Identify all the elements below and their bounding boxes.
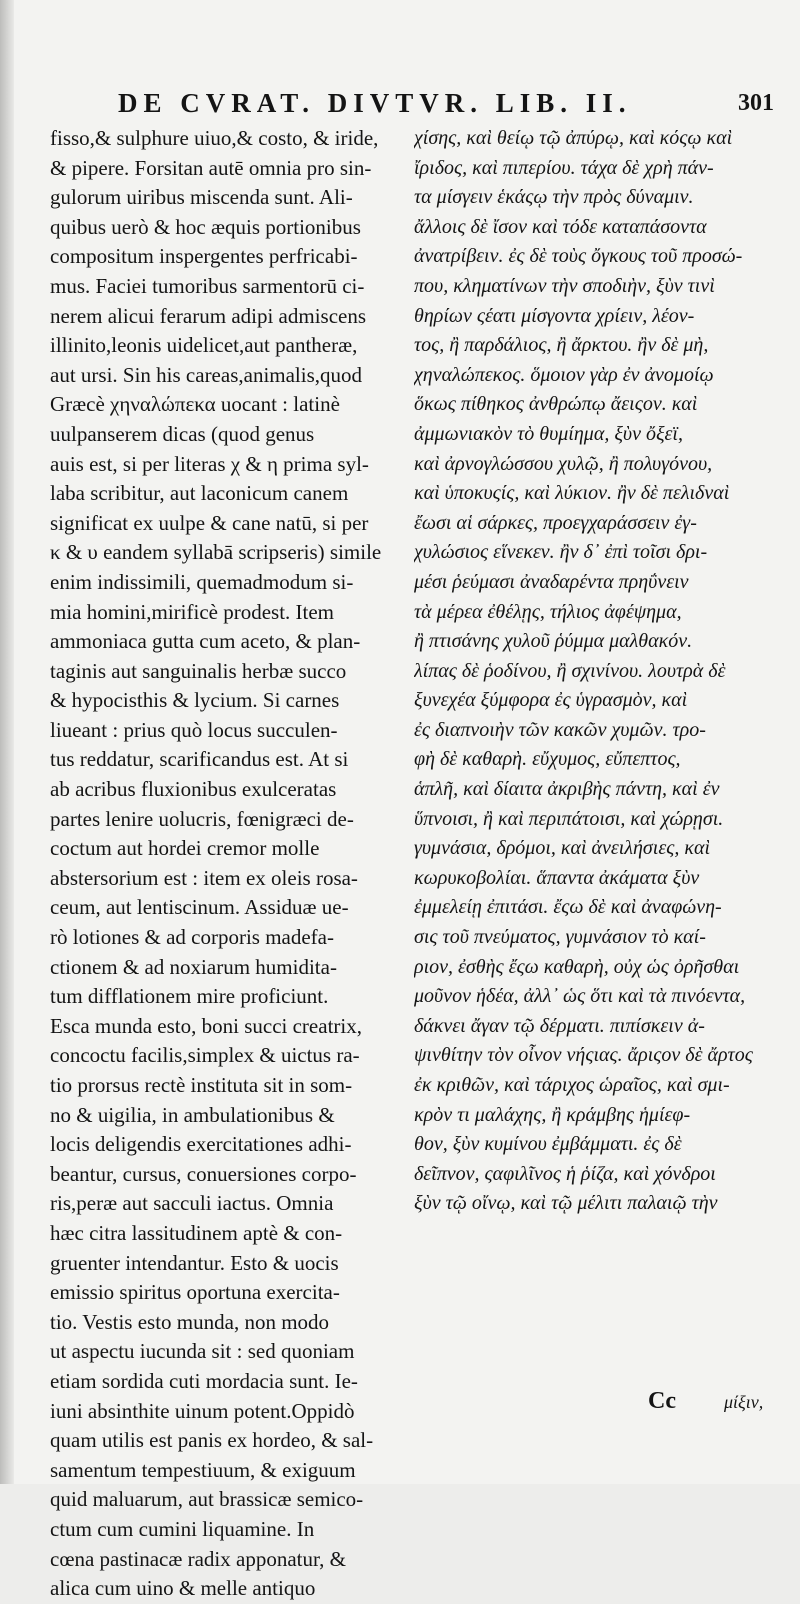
- latin-text-line: significat ex uulpe & cane natū, si per: [50, 510, 369, 535]
- greek-text-line: κρὸν τι μαλάχης, ἢ κράμβης ἡμίεφ-: [414, 1103, 691, 1126]
- running-head: DE CVRAT. DIVTVR. LIB. II.: [118, 88, 632, 118]
- latin-text-line: emissio spiritus oportuna exercita-: [50, 1280, 340, 1305]
- latin-text-line: abstersorium est : item ex oleis rosa-: [50, 865, 358, 890]
- latin-text-line: nerem alicui ferarum adipi admiscens: [50, 303, 367, 328]
- latin-text-line: alica cum uino & melle antiquo: [50, 1576, 316, 1601]
- latin-text-line: uulpanserem dicas (quod genus: [50, 421, 315, 446]
- greek-text-line: ὕπνοισι, ἢ καὶ περιπάτοισι, καὶ χώρῃσι.: [414, 807, 724, 830]
- latin-text-line: ris,peræ aut sacculi iactus. Omnia: [50, 1191, 334, 1216]
- latin-text-line: taginis aut sanguinalis herbæ succo: [50, 658, 347, 683]
- latin-text-line: rò lotiones & ad corporis madefa-: [50, 925, 334, 950]
- latin-text-line: coctum aut hordei cremor molle: [50, 836, 320, 861]
- greek-text-line: ἁπλῆ, καὶ δίαιτα ἀκριβὴς πάντη, καὶ ἐν: [414, 778, 720, 801]
- greek-text-line: ἔωσι αἱ σάρκες, προεγχαράσσειν ἐγ-: [414, 511, 697, 534]
- latin-text-line: ut aspectu iucunda sit : sed quoniam: [50, 1339, 355, 1364]
- greek-text-line: ριον, ἐσθὴς ἔςω καθαρὴ, οὐχ ὡς ὀρῆσθαι: [414, 955, 740, 978]
- greek-text-line: θηρίων ςέατι μίσγοντα χρίειν, λέον-: [414, 304, 695, 327]
- greek-text-line: τος, ἢ παρδάλιος, ἢ ἄρκτου. ἢν δὲ μὴ,: [414, 334, 709, 357]
- latin-text-line: aut ursi. Sin his careas,animalis,quod: [50, 362, 363, 387]
- latin-text-line: ceum, aut lentiscinum. Assiduæ ue-: [50, 895, 349, 920]
- latin-text-line: ammoniaca gutta cum aceto, & plan-: [50, 629, 361, 654]
- latin-text-line: quibus uerò & hoc æquis portionibus: [50, 214, 361, 239]
- latin-text-line: ab acribus fluxionibus exulceratas: [50, 777, 337, 802]
- greek-text-line: χίσης, καὶ θείῳ τῷ ἀπύρῳ, καὶ κόςῳ καὶ: [414, 127, 733, 149]
- latin-text-line: quid maluarum, aut brassicæ semico-: [50, 1487, 364, 1512]
- greek-text-line: γυμνάσια, δρόμοι, καὶ ἀνειλήσιες, καὶ: [414, 837, 711, 860]
- latin-text-line: iuni absinthite uinum potent.Oppidò: [50, 1398, 355, 1423]
- greek-text-line: ἐς διαπνοιὴν τῶν κακῶν χυμῶν. τρο-: [414, 718, 706, 741]
- greek-text-line: που, κληματίνων τὴν σποδιὴν, ξὺν τινὶ: [414, 274, 715, 297]
- gutter-shadow: [0, 0, 14, 1484]
- greek-text-line: ἐμμελείῃ ἐπιτάσι. ἔςω δὲ καὶ ἀναφώνη-: [414, 896, 722, 919]
- latin-text-line: Græcè χηναλώπεκα uocant : latinè: [50, 392, 340, 417]
- latin-text-line: & hypocisthis & lycium. Si carnes: [50, 688, 340, 713]
- greek-text-line: ἀνατρίβειν. ἐς δὲ τοὺς ὄγκους τοῦ προσώ-: [414, 245, 743, 268]
- greek-text-line: τὰ μέρεα ἐθέλῃς, τήλιος ἀφέψημα,: [414, 600, 682, 623]
- catchword: μίξιν,: [724, 1392, 764, 1412]
- greek-text-line: λίπας δὲ ῥοδίνου, ἢ σχινίνου. λουτρὰ δὲ: [414, 659, 726, 682]
- latin-text-line: κ & υ eandem syllabā scripseris) simile: [50, 540, 382, 565]
- latin-text-line: fisso,& sulphure uiuo,& costo, & iride,: [50, 126, 379, 150]
- greek-text-line: ἢ πτισάνης χυλοῦ ῥύμμα μαλθακόν.: [414, 630, 693, 653]
- latin-column: [50, 124, 402, 1604]
- greek-text-line: καὶ ὑποκυςίς, καὶ λύκιον. ἢν δὲ πελιδναὶ: [414, 482, 730, 505]
- latin-text-line: no & uigilia, in ambulationibus &: [50, 1102, 335, 1127]
- latin-text-line: cœna pastinacæ radix apponatur, &: [50, 1546, 346, 1571]
- greek-column: [414, 124, 796, 1219]
- latin-text-line: tum difflationem mire proficiunt.: [50, 984, 329, 1009]
- greek-text-line: ἐκ κριθῶν, καὶ τάριχος ὡραῖος, καὶ σμι-: [414, 1074, 730, 1096]
- latin-text-line: locis deligendis exercitationes adhi-: [50, 1132, 352, 1157]
- latin-text-line: concoctu facilis,simplex & uictus ra-: [50, 1043, 360, 1068]
- latin-text-line: & pipere. Forsitan autē omnia pro sin-: [50, 155, 372, 180]
- greek-text-line: δάκνει ἄγαν τῷ δέρματι. πιπίσκειν ἀ-: [414, 1014, 705, 1037]
- latin-text-line: mus. Faciei tumoribus sarmentorū ci-: [50, 273, 365, 298]
- greek-text-line: καὶ ἀρνογλώσσου χυλῷ, ἢ πολυγόνου,: [414, 452, 713, 475]
- greek-text-line: ἀμμωνιακὸν τὸ θυμίημα, ξὺν ὄξεϊ,: [414, 422, 683, 445]
- greek-text-line: θον, ξὺν κυμίνου ἐμβάμματι. ἐς δὲ: [414, 1133, 682, 1156]
- greek-text-line: ἴριδος, καὶ πιπερίου. τάχα δὲ χρὴ πάν-: [414, 156, 714, 179]
- greek-text-line: χηναλώπεκος. ὅμοιον γὰρ ἐν ἀνομοίῳ: [414, 363, 714, 386]
- latin-text-line: partes lenire uolucris, fœnigræci de-: [50, 806, 354, 831]
- greek-text-line: δεῖπνον, ςαφιλῖνος ἡ ῥίζα, καὶ χόνδροι: [414, 1162, 716, 1185]
- latin-text-line: ctum cum cumini liquamine. In: [50, 1516, 315, 1541]
- greek-text-line: ἄλλοις δὲ ἴσον καὶ τόδε καταπάσοντα: [414, 215, 707, 238]
- greek-text-line: σις τοῦ πνεύματος, γυμνάσιον τὸ καί-: [414, 926, 706, 949]
- latin-text-line: laba scribitur, aut laconicum canem: [50, 481, 349, 506]
- latin-text-line: ctionem & ad noxiarum humidita-: [50, 954, 337, 979]
- latin-text-line: gruenter intendantur. Esto & uocis: [50, 1250, 339, 1275]
- latin-text-line: Esca munda esto, boni succi creatrix,: [50, 1013, 362, 1038]
- latin-text-line: tus reddatur, scarificandus est. At si: [50, 747, 349, 772]
- latin-text-line: quam utilis est panis ex hordeo, & sal-: [50, 1428, 374, 1453]
- signature-mark: Cc: [648, 1388, 676, 1414]
- greek-text-line: φὴ δὲ καθαρὴ. εὔχυμος, εὔπεπτος,: [414, 748, 681, 771]
- greek-text-line: κωρυκοβολίαι. ἅπαντα ἀκάματα ξὺν: [414, 866, 700, 889]
- latin-text-line: tio prorsus rectè instituta sit in som-: [50, 1073, 353, 1097]
- latin-text-line: illinito,leonis uidelicet,aut pantheræ,: [50, 333, 358, 358]
- greek-text-line: τα μίσγειν ἑκάςῳ τὴν πρὸς δύναμιν.: [414, 186, 694, 209]
- greek-text-line: χυλώσιος εἵνεκεν. ἢν δ᾽ ἐπὶ τοῖσι δρι-: [414, 541, 708, 564]
- latin-text-line: liueant : prius quò locus succulen-: [50, 717, 338, 742]
- latin-text-line: etiam sordida cuti mordacia sunt. Ie-: [50, 1368, 358, 1393]
- latin-text-line: tio. Vestis esto munda, non modo: [50, 1309, 330, 1334]
- page-number: 301: [738, 90, 774, 116]
- latin-text-line: enim indissimili, quemadmodum si-: [50, 569, 354, 594]
- greek-text-line: μοῦνον ἡδέα, ἀλλ᾽ ὡς ὅτι καὶ τὰ πινόεντα,: [414, 985, 746, 1008]
- latin-text-line: beantur, cursus, conuersiones corpo-: [50, 1161, 357, 1186]
- greek-text-line: ξυνεχέα ξύμφορα ἐς ὑγρασμὸν, καὶ: [414, 689, 688, 712]
- latin-text-line: auis est, si per literas χ & η prima syl-: [50, 451, 369, 476]
- greek-text-line: μέσι ῥεύμασι ἀναδαρέντα πρηΰνειν: [414, 570, 689, 593]
- greek-text-line: ψινθίτην τὸν οἶνον νήςιας. ἄριςον δὲ ἄρτος: [414, 1044, 753, 1067]
- greek-text-line: ξὺν τῷ οἴνῳ, καὶ τῷ μέλιτι παλαιῷ τὴν: [414, 1192, 718, 1215]
- latin-text-line: compositum inspergentes perfricabi-: [50, 244, 358, 269]
- latin-text-line: gulorum uiribus miscenda sunt. Ali-: [50, 185, 353, 210]
- latin-text-line: hæc citra lassitudinem aptè & con-: [50, 1220, 343, 1245]
- greek-text-line: ὅκως πίθηκος ἀνθρώπῳ ἄειςον. καὶ: [414, 393, 698, 416]
- latin-text-line: samentum tempestiuum, & exiguum: [50, 1457, 356, 1482]
- latin-text-line: mia homini,mirificè prodest. Item: [50, 599, 335, 624]
